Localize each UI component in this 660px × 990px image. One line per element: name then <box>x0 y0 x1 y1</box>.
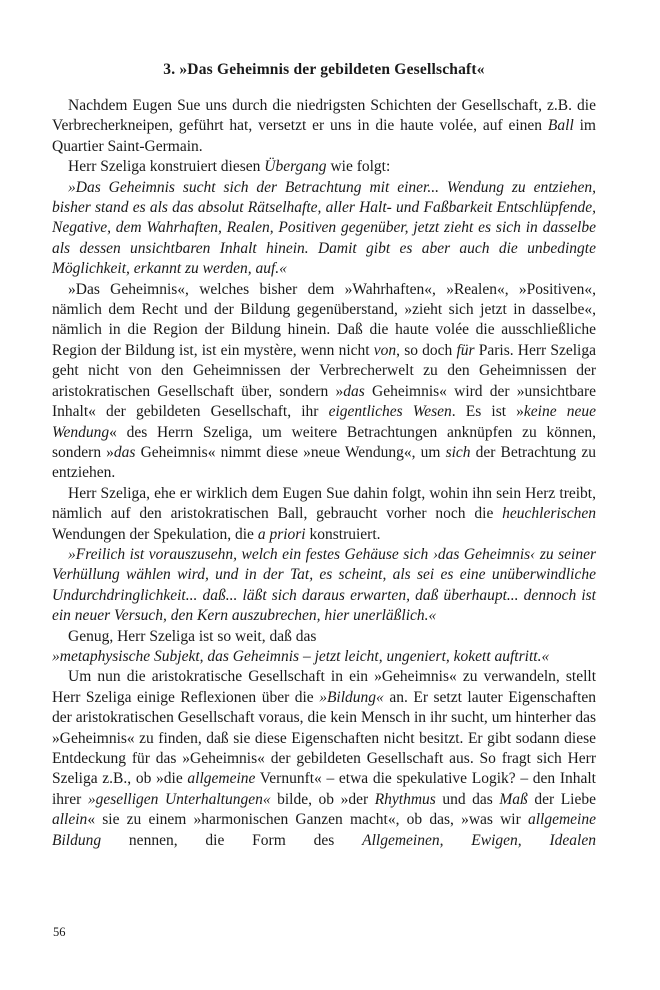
text-run: Um nun die aristokratische Gesellschaft in ein »Geheimnis« zu verwandeln, stellt Herr Szeliga einige Reflexionen über die <box>52 668 596 706</box>
italic-text-run: keine neue Wendung <box>52 403 596 441</box>
text-run: und das <box>435 790 500 808</box>
italic-text-run: »Freilich ist vorauszusehn, welch ein festes Gehäuse sich ›das Geheimnis‹ zu seiner Verhüllung wählen wird, und in der Tat, es scheint, als sei es eine unüberwindliche Undurchdringlichkeit... daß... läßt sich daraus erwarten, daß überhaupt... dennoch ist ein neuer Versuch, den Kern auszubrechen, hier unerläßlich.« <box>52 545 596 625</box>
text-run: , so doch <box>396 341 457 359</box>
text-run: nennen, die Form des <box>101 831 363 849</box>
text-run: an. Er setzt lauter Eigenschaften der aristokratischen Gesellschaft voraus, die kein Mensch in ihr sucht, um hinterher das »Geheimnis« zu finden, daß sie diese Eigenschaften nicht besitzt. Er gibt sodann diese Entdeckung für das »Geheimnis« der gebildeten Gesellschaft aus. So fragt sich Herr Szeliga z.B., ob »die <box>52 688 596 788</box>
text-body <box>52 96 596 851</box>
italic-text-run: a priori <box>257 525 306 543</box>
text-run: Vernunft« – etwa die spekulative Logik? – den Inhalt ihrer <box>52 770 596 808</box>
italic-text-run: das <box>113 443 136 461</box>
text-run: der Liebe <box>527 790 596 808</box>
italic-text-run: heuchlerischen <box>502 505 596 523</box>
text-run: Geheimnis« wird der »unsichtbare Inhalt« der gebildeten Gesellschaft, ihr <box>52 382 596 421</box>
italic-text-run: allgemeine <box>187 770 256 788</box>
italic-text-run: Allgemeinen, Ewigen, Idealen <box>362 831 596 849</box>
text-run: wie folgt: <box>326 158 391 176</box>
paragraph <box>52 627 596 647</box>
italic-text-run: Maß <box>499 790 528 808</box>
italic-text-run: eigentliches Wesen <box>328 403 452 421</box>
section-heading: 3. »Das Geheimnis der gebildeten Gesellschaft« <box>163 61 485 78</box>
text-run: Herr Szeliga konstruiert diesen <box>68 158 265 176</box>
paragraph <box>52 157 596 177</box>
italic-text-run: »geselligen Unterhaltungen« <box>87 790 271 808</box>
paragraph <box>52 96 596 157</box>
italic-text-run: das <box>343 382 365 400</box>
paragraph <box>52 280 596 484</box>
text-run: der Betrachtung zu entziehen. <box>52 443 596 482</box>
italic-text-run: sich <box>445 443 471 461</box>
text-run: Geheimnis« nimmt diese »neue Wendung«, um <box>135 443 446 461</box>
text-run: . Es ist » <box>451 403 524 421</box>
italic-text-run: von <box>373 341 397 359</box>
text-run: bilde, ob »der <box>270 790 375 808</box>
italic-text-run: allein <box>52 811 88 829</box>
italic-text-run: »Das Geheimnis sucht sich der Betrachtung mit einer... Wendung zu entziehen, bisher stand es als das absolut Rätselhafte, aller Halt- und Faßbarkeit Entschlüpfende, Negative, dem Wahrhaften, Realen, Positiven gegenüber, jetzt zieht es sich in dasselbe als dessen unsichtbaren Inhalt hinein. Damit gibt es aber auch die unbedingte Möglichkeit, erkannt zu werden, auf.« <box>52 178 596 278</box>
italic-text-run: Ball <box>547 117 574 135</box>
italic-text-run: für <box>456 341 475 359</box>
text-run: Wendungen der Spekulation, die <box>52 525 258 543</box>
text-run: « des Herrn Szeliga, um weitere Betrachtungen anknüpfen zu können, sondern » <box>52 423 596 461</box>
paragraph <box>52 545 596 627</box>
paragraph <box>52 667 596 851</box>
paragraph <box>52 647 596 667</box>
text-run: Genug, Herr Szeliga ist so weit, daß das <box>68 627 317 645</box>
text-run: Paris. Herr Szeliga geht nicht von den Geheimnissen der Verbrecherwelt zu den Geheimnissen der aristokratischen Gesellschaft über, sondern » <box>52 341 596 400</box>
italic-text-run: »metaphysische Subjekt, das Geheimnis – jetzt leicht, ungeniert, kokett auftritt.« <box>52 647 550 665</box>
text-run: « sie zu einem »harmonischen Ganzen macht«, ob das, »was wir <box>87 811 528 829</box>
italic-text-run: Rhythmus <box>374 790 436 808</box>
italic-text-run: Übergang <box>264 158 327 176</box>
text-run: im Quartier Saint-Germain. <box>52 117 596 155</box>
text-run: konstruiert. <box>305 525 381 543</box>
text-run: Nachdem Eugen Sue uns durch die niedrigsten Schichten der Gesellschaft, z.B. die Verbrecherkneipen, geführt hat, versetzt er uns in die haute volée, auf einen <box>52 97 596 135</box>
text-run: Herr Szeliga, ehe er wirklich dem Eugen Sue dahin folgt, wohin ihn sein Herz treibt, nämlich auf den aristokratischen Ball, gebraucht vorher noch die <box>52 484 596 523</box>
text-run: »Das Geheimnis«, welches bisher dem »Wahrhaften«, »Realen«, »Positiven«, nämlich dem Recht und der Bildung gegenüberstand, »zieht sich jetzt in dasselbe«, nämlich in die Region der Bildung hinein. Daß die haute volée die ausschließliche Region der Bildung ist, ist ein mystère, wenn nicht <box>52 280 596 359</box>
italic-text-run: allgemeine Bildung <box>52 811 596 849</box>
paragraph <box>52 178 596 280</box>
page-number: 56 <box>53 925 66 939</box>
paragraph <box>52 484 596 545</box>
text-column <box>52 60 596 851</box>
italic-text-run: »Bildung« <box>319 688 384 706</box>
